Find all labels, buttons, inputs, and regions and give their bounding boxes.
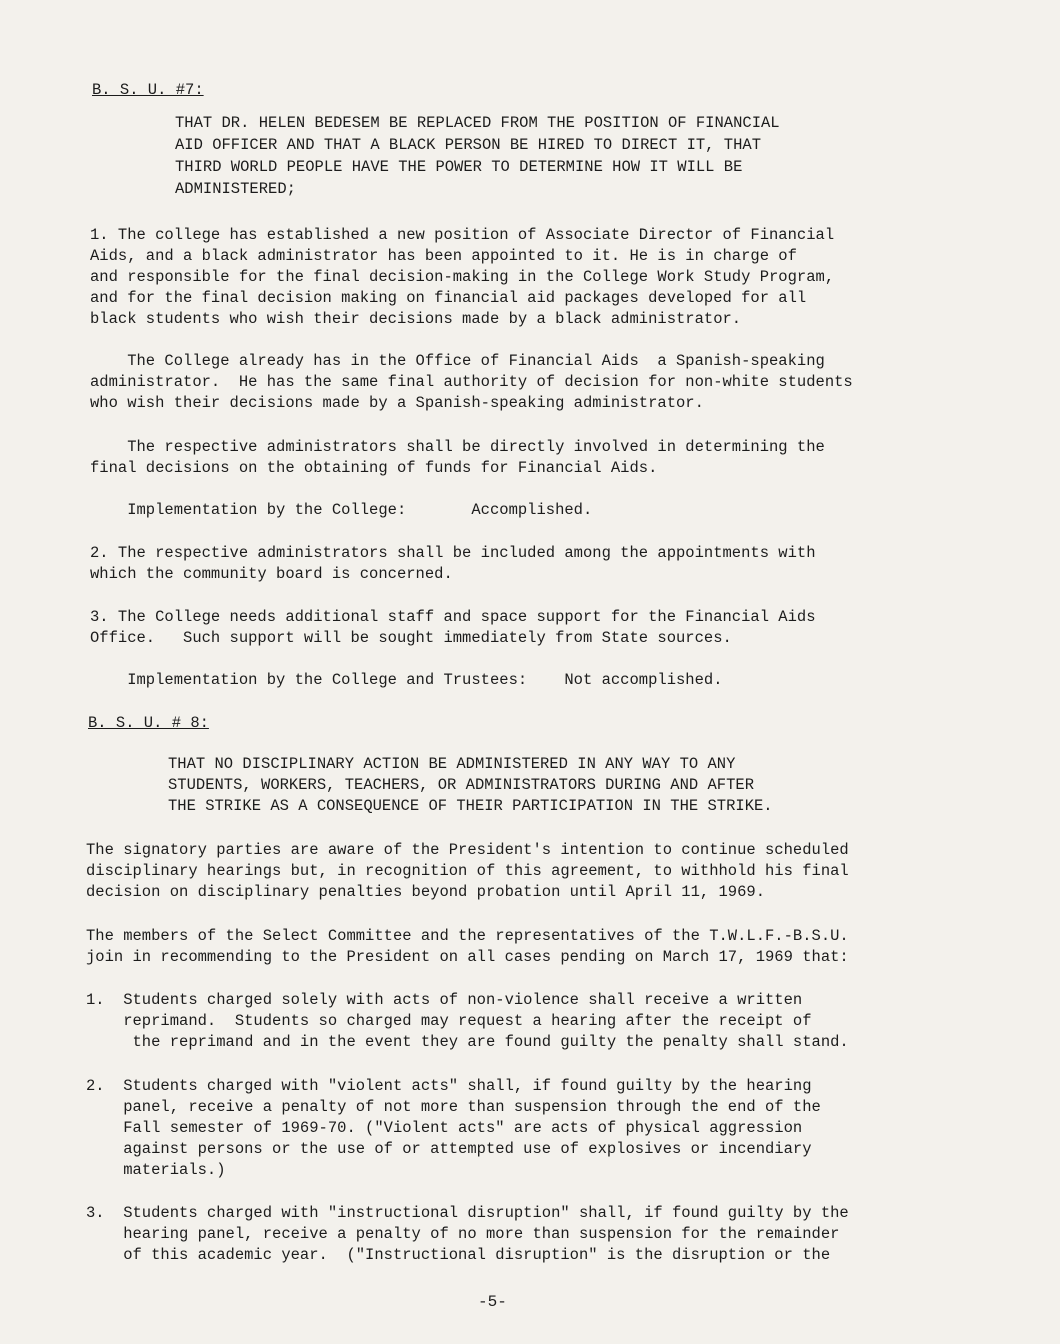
bsu7-p5-line: 3. The College needs additional staff and space support for the Financial Aids — [90, 608, 816, 626]
bsu8-item2-line: Fall semester of 1969-70. ("Violent acts" are acts of physical aggression — [86, 1119, 803, 1137]
bsu7-p3-line: final decisions on the obtaining of funds for Financial Aids. — [90, 459, 658, 477]
bsu8-item1-line: 1. Students charged solely with acts of non-violence shall receive a written — [86, 991, 803, 1009]
bsu8-item3-line: hearing panel, receive a penalty of no more than suspension for the remainder — [86, 1225, 840, 1243]
bsu8-p1-line: disciplinary hearings but, in recognition of this agreement, to withhold his final — [86, 862, 849, 880]
bsu8-item1-line: reprimand. Students so charged may request a hearing after the receipt of — [86, 1012, 812, 1030]
bsu8-p2-line: join in recommending to the President on all cases pending on March 17, 1969 that: — [86, 948, 849, 966]
bsu7-p2-line: who wish their decisions made by a Spanish-speaking administrator. — [90, 394, 704, 412]
bsu8-p2-line: The members of the Select Committee and the representatives of the T.W.L.F.-B.S.U. — [86, 927, 849, 945]
bsu7-demand-line: THAT DR. HELEN BEDESEM BE REPLACED FROM THE POSITION OF FINANCIAL — [175, 114, 780, 132]
bsu8-item2-line: materials.) — [86, 1161, 226, 1179]
bsu7-p1-line: black students who wish their decisions made by a black administrator. — [90, 310, 742, 328]
bsu8-item1-line: the reprimand and in the event they are found guilty the penalty shall stand. — [86, 1033, 849, 1051]
bsu8-p1-line: The signatory parties are aware of the President's intention to continue scheduled — [86, 841, 849, 859]
bsu7-implementation-1: Implementation by the College: Accomplished. — [90, 501, 593, 519]
bsu7-demand-line: THIRD WORLD PEOPLE HAVE THE POWER TO DETERMINE HOW IT WILL BE — [175, 158, 743, 176]
bsu7-demand-line: AID OFFICER AND THAT A BLACK PERSON BE HIRED TO DIRECT IT, THAT — [175, 136, 761, 154]
bsu7-p3-line: The respective administrators shall be directly involved in determining the — [90, 438, 825, 456]
bsu8-demand-line: STUDENTS, WORKERS, TEACHERS, OR ADMINISTRATORS DURING AND AFTER — [168, 776, 754, 794]
bsu8-item3-line: 3. Students charged with "instructional disruption" shall, if found guilty by the — [86, 1204, 849, 1222]
bsu8-item2-line: panel, receive a penalty of not more than suspension through the end of the — [86, 1098, 821, 1116]
bsu7-p1-line: and responsible for the final decision-making in the College Work Study Program, — [90, 268, 835, 286]
bsu7-p2-line: administrator. He has the same final authority of decision for non-white students — [90, 373, 853, 391]
bsu7-p2-line: The College already has in the Office of Financial Aids a Spanish-speaking — [90, 352, 825, 370]
bsu8-item2-line: 2. Students charged with "violent acts" shall, if found guilty by the hearing — [86, 1077, 812, 1095]
page-number: -5- — [478, 1293, 507, 1311]
bsu7-p4-line: 2. The respective administrators shall be included among the appointments with — [90, 544, 816, 562]
bsu7-implementation-2: Implementation by the College and Trustees: Not accomplished. — [90, 671, 723, 689]
bsu8-demand-line: THAT NO DISCIPLINARY ACTION BE ADMINISTERED IN ANY WAY TO ANY — [168, 755, 736, 773]
bsu8-item2-line: against persons or the use of or attempted use of explosives or incendiary — [86, 1140, 812, 1158]
bsu8-heading: B. S. U. # 8: — [88, 714, 209, 732]
bsu8-p1-line: decision on disciplinary penalties beyond probation until April 11, 1969. — [86, 883, 766, 901]
bsu7-heading: B. S. U. #7: — [92, 81, 204, 99]
bsu7-p4-line: which the community board is concerned. — [90, 565, 453, 583]
bsu7-p5-line: Office. Such support will be sought immediately from State sources. — [90, 629, 732, 647]
bsu7-p1-line: 1. The college has established a new position of Associate Director of Financial — [90, 226, 835, 244]
bsu8-item3-line: of this academic year. ("Instructional disruption" is the disruption or the — [86, 1246, 831, 1264]
bsu7-p1-line: Aids, and a black administrator has been appointed to it. He is in charge of — [90, 247, 797, 265]
bsu8-demand-line: THE STRIKE AS A CONSEQUENCE OF THEIR PARTICIPATION IN THE STRIKE. — [168, 797, 773, 815]
bsu7-demand-line: ADMINISTERED; — [175, 180, 296, 198]
bsu7-p1-line: and for the final decision making on financial aid packages developed for all — [90, 289, 807, 307]
